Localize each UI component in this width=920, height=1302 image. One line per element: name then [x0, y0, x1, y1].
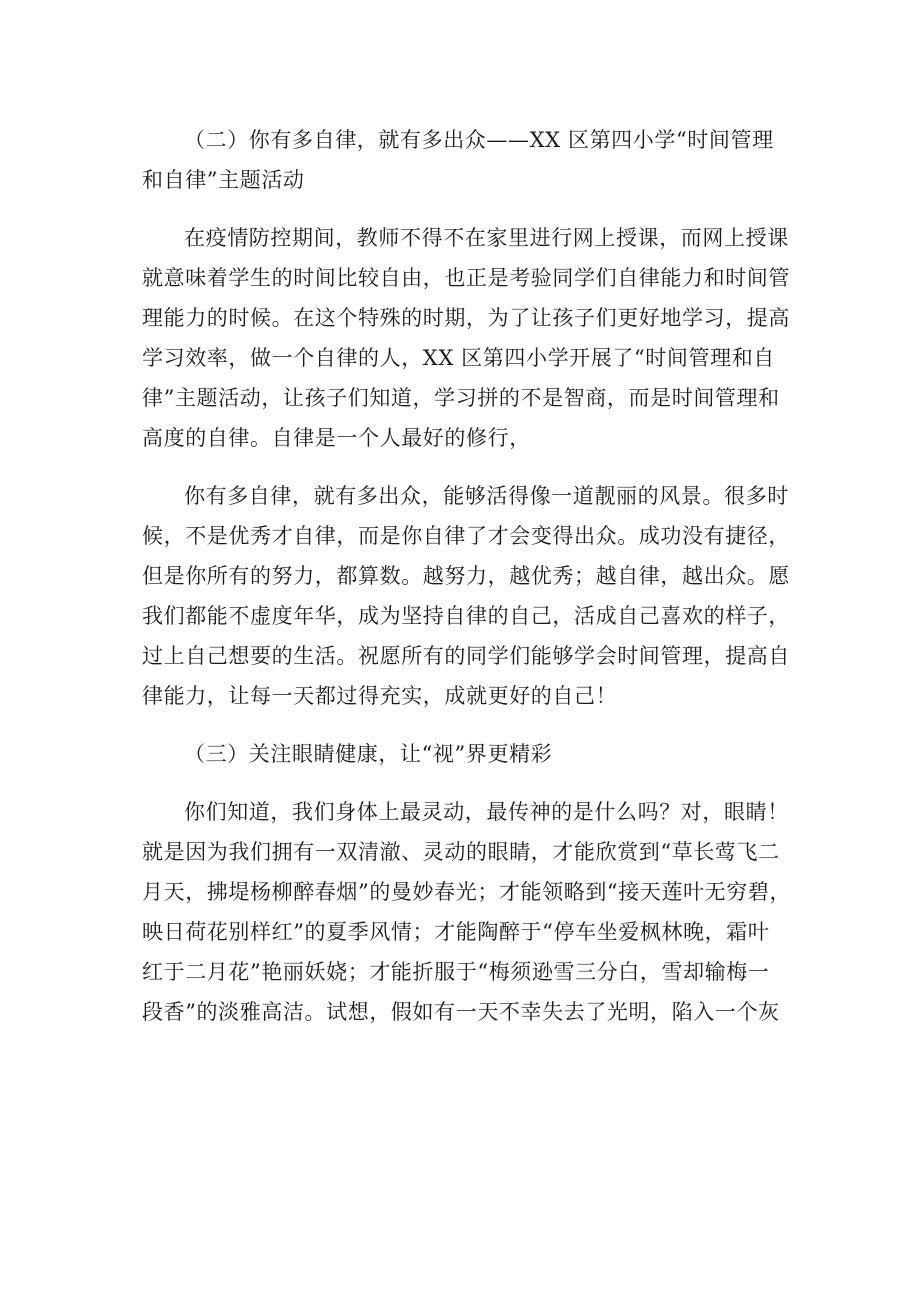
paragraph-line: 月天，拂堤杨柳醉春烟”的曼妙春光；才能领略到“接天莲叶无穷碧，	[142, 880, 792, 904]
paragraph-line: 过上自己想要的生活。祝愿所有的同学们能够学会时间管理，提高自	[142, 644, 790, 668]
paragraph-line: 候，不是优秀才自律，而是你自律了才会变得出众。成功没有捷径，	[142, 524, 790, 548]
paragraph-line: 律”主题活动，让孩子们知道，学习拼的不是智商，而是时间管理和	[142, 386, 780, 410]
heading-line: （三）关注眼睛健康，让“视”界更精彩	[184, 742, 553, 766]
paragraph-line: 你有多自律，就有多出众，能够活得像一道靓丽的风景。很多时	[184, 484, 789, 508]
paragraph-line: 我们都能不虚度年华，成为坚持自律的自己，活成自己喜欢的样子，	[142, 604, 790, 628]
paragraph-line: 高度的自律。自律是一个人最好的修行，	[142, 426, 531, 450]
paragraph-line: 就是因为我们拥有一双清澈、灵动的眼睛，才能欣赏到“草长莺飞二	[142, 840, 780, 864]
paragraph-line: 就意味着学生的时间比较自由，也正是考验同学们自律能力和时间管	[142, 266, 790, 290]
heading-line: （二）你有多自律，就有多出众——XX 区第四小学“时间管理	[184, 128, 774, 152]
paragraph-line: 映日荷花别样红”的夏季风情；才能陶醉于“停车坐爱枫林晚，霜叶	[142, 920, 770, 944]
heading-line: 和自律”主题活动	[142, 168, 305, 192]
section-2-paragraph-2	[142, 476, 790, 716]
paragraph-line: 你们知道，我们身体上最灵动，最传神的是什么吗？对，眼睛！	[184, 800, 789, 824]
paragraph-line: 学习效率，做一个自律的人，XX 区第四小学开展了“时间管理和自	[142, 346, 775, 370]
paragraph-line: 律能力，让每一天都过得充实，成就更好的自己！	[142, 684, 618, 708]
paragraph-line: 在疫情防控期间，教师不得不在家里进行网上授课，而网上授课	[184, 226, 789, 250]
paragraph-line: 但是你所有的努力，都算数。越努力，越优秀；越自律，越出众。愿	[142, 564, 790, 588]
section-2-paragraph-1	[142, 218, 790, 458]
paragraph-line: 段香”的淡雅高洁。试想，假如有一天不幸失去了光明，陷入一个灰	[142, 1000, 780, 1024]
section-3-paragraph-1	[142, 792, 792, 1032]
section-2-heading	[142, 120, 782, 200]
paragraph-line: 红于二月花”艳丽妖娆；才能折服于“梅须逊雪三分白，雪却输梅一	[142, 960, 770, 984]
paragraph-line: 理能力的时候。在这个特殊的时期，为了让孩子们更好地学习，提高	[142, 306, 790, 330]
section-3-heading	[142, 734, 782, 774]
